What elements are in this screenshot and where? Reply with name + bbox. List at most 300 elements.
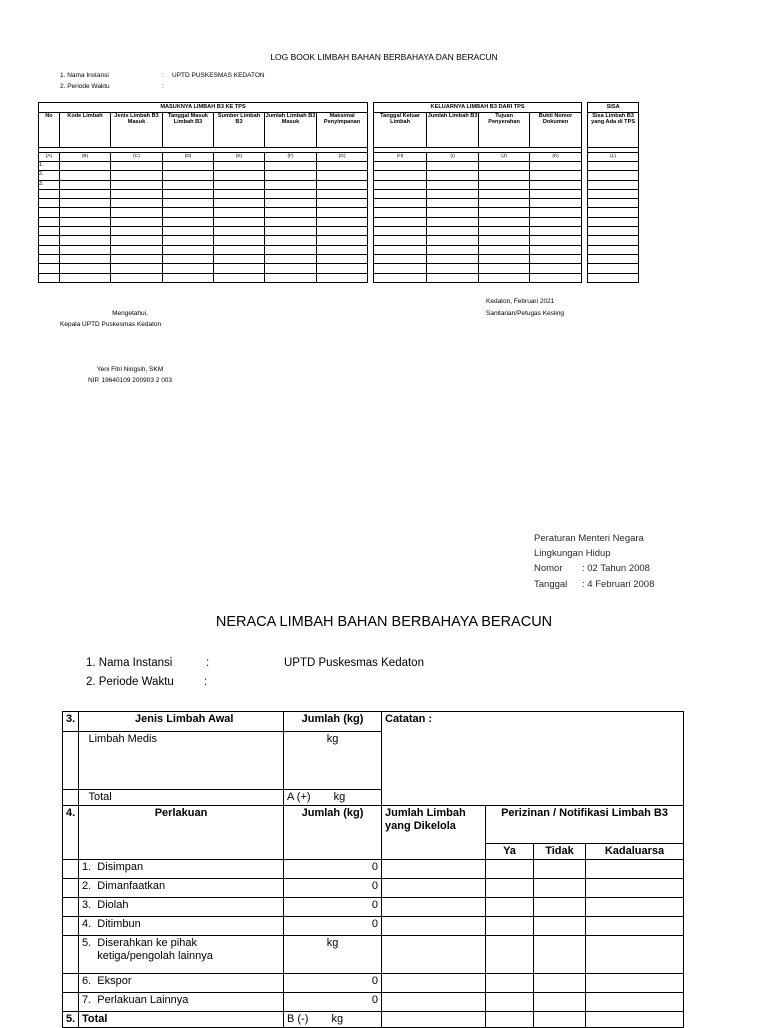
table-cell xyxy=(214,162,265,171)
table-cell xyxy=(479,217,530,226)
table-cell xyxy=(111,245,163,254)
total-b-label-value: B (-) xyxy=(287,1013,309,1025)
total-a-label: A (+) xyxy=(287,791,311,803)
table-cell xyxy=(163,254,214,263)
kadaluarsa-cell xyxy=(586,860,684,879)
section-5-number: 5. xyxy=(63,1012,79,1028)
total-b-label: Total xyxy=(79,1012,284,1028)
table-cell xyxy=(427,208,479,217)
table-cell xyxy=(374,254,427,263)
signature-left-name: Yeni Fitri Ningsih, SKM xyxy=(96,366,164,373)
jenis-limbah-awal-header: Jenis Limbah Awal xyxy=(86,712,284,732)
blank-cell xyxy=(63,974,79,993)
regulation-tanggal-label: Tanggal xyxy=(534,579,568,590)
perlakuan-label: 7. Perlakuan Lainnya xyxy=(79,993,284,1012)
neraca-meta-instansi xyxy=(86,657,486,672)
table-cell xyxy=(588,208,639,217)
table-cell xyxy=(530,208,582,217)
table-cell xyxy=(214,180,265,189)
header-cell: Tanggal Masuk Limbah B3 xyxy=(163,113,214,148)
kadaluarsa-cell xyxy=(586,936,684,974)
table-cell xyxy=(163,171,214,180)
perlakuan-row xyxy=(63,860,684,879)
table-cell xyxy=(588,227,639,236)
tidak-cell xyxy=(534,936,586,974)
section-4-number: 4. xyxy=(63,806,79,860)
table-row xyxy=(39,180,639,189)
table-cell xyxy=(265,227,317,236)
blank-cell xyxy=(79,790,86,806)
catatan-cell: Catatan : xyxy=(382,712,684,806)
perlakuan-value: 0 xyxy=(284,879,382,898)
meta-colon: : xyxy=(206,657,210,669)
header-cell: Sisa Limbah B3 yang Ada di TPS xyxy=(588,113,639,148)
table-cell xyxy=(588,245,639,254)
column-letter: (E) xyxy=(214,153,265,162)
perlakuan-value: 0 xyxy=(284,993,382,1012)
table-cell xyxy=(111,254,163,263)
table-row xyxy=(39,254,639,263)
table-cell xyxy=(60,208,111,217)
table-cell xyxy=(530,189,582,198)
table-cell xyxy=(374,180,427,189)
table-cell xyxy=(479,264,530,273)
blank-cell xyxy=(586,1012,684,1028)
tidak-cell xyxy=(534,898,586,917)
blank-cell xyxy=(486,1012,534,1028)
table-cell xyxy=(374,199,427,208)
table-cell xyxy=(317,199,368,208)
total-label: Total xyxy=(86,790,284,806)
table-cell xyxy=(427,227,479,236)
table-cell xyxy=(265,217,317,226)
table-cell xyxy=(374,227,427,236)
table-cell xyxy=(60,171,111,180)
table-cell xyxy=(214,264,265,273)
neraca-table xyxy=(62,711,684,1028)
header-cell: Jumlah Limbah B3 xyxy=(427,113,479,148)
perlakuan-value: 0 xyxy=(284,898,382,917)
regulation-nomor-value: : 02 Tahun 2008 xyxy=(582,563,650,574)
perlakuan-value: 0 xyxy=(284,860,382,879)
total-b-cell xyxy=(284,1012,382,1028)
table-cell xyxy=(60,227,111,236)
ya-cell xyxy=(486,993,534,1012)
perlakuan-label: 4. Ditimbun xyxy=(79,917,284,936)
table-cell xyxy=(111,208,163,217)
logbook-meta-periode xyxy=(60,83,360,93)
meta-value: UPTD Puskesmas Kedaton xyxy=(284,657,424,669)
table-cell xyxy=(317,227,368,236)
header-cell: Sumber Limbah B3 xyxy=(214,113,265,148)
row-number xyxy=(39,227,60,236)
table-cell xyxy=(374,273,427,282)
table-cell xyxy=(588,254,639,263)
table-row xyxy=(39,208,639,217)
table-cell xyxy=(265,264,317,273)
signature-ack: Mengetahui, xyxy=(112,310,148,317)
section-3-number: 3. xyxy=(63,712,79,732)
tidak-cell xyxy=(534,974,586,993)
tidak-cell xyxy=(534,879,586,898)
perlakuan-value: 0 xyxy=(284,974,382,993)
table-cell xyxy=(60,162,111,171)
regulation-line2: Lingkungan Hidup xyxy=(534,548,611,559)
table-cell xyxy=(214,217,265,226)
tidak-cell xyxy=(534,860,586,879)
column-letter: (J) xyxy=(479,153,530,162)
meta-label: 1. Nama Instansi xyxy=(60,72,109,79)
table-cell xyxy=(214,171,265,180)
logbook-title: LOG BOOK LIMBAH BAHAN BERBAHAYA DAN BERACUN xyxy=(270,52,498,62)
table-cell xyxy=(374,162,427,171)
total-a-unit: kg xyxy=(333,791,346,803)
perlakuan-value: 0 xyxy=(284,917,382,936)
meta-value: UPTD PUSKESMAS KEDATON xyxy=(172,72,265,79)
tidak-cell xyxy=(534,993,586,1012)
table-cell xyxy=(265,208,317,217)
table-cell xyxy=(427,236,479,245)
table-cell xyxy=(214,254,265,263)
table-cell xyxy=(530,162,582,171)
total-b-unit: kg xyxy=(331,1013,344,1025)
table-cell xyxy=(111,264,163,273)
table-cell xyxy=(265,162,317,171)
perlakuan-row xyxy=(63,898,684,917)
table-cell xyxy=(530,180,582,189)
table-row xyxy=(39,171,639,180)
table-cell xyxy=(317,208,368,217)
table-cell xyxy=(479,180,530,189)
table-cell xyxy=(317,162,368,171)
ya-cell xyxy=(486,879,534,898)
table-row xyxy=(39,264,639,273)
column-letter: (C) xyxy=(111,153,163,162)
table-row xyxy=(39,217,639,226)
jumlah-dikelola-cell xyxy=(382,860,486,879)
table-cell xyxy=(265,171,317,180)
table-cell xyxy=(265,189,317,198)
table-cell xyxy=(588,236,639,245)
table-cell xyxy=(374,189,427,198)
table-cell xyxy=(588,189,639,198)
meta-label: 2. Periode Waktu xyxy=(60,83,110,90)
table-cell xyxy=(374,264,427,273)
table-cell xyxy=(374,171,427,180)
table-cell xyxy=(163,227,214,236)
perlakuan-header: Perlakuan xyxy=(79,806,284,860)
table-row xyxy=(39,273,639,282)
section-3-gap xyxy=(79,712,86,732)
table-cell xyxy=(163,236,214,245)
tidak-header: Tidak xyxy=(534,844,586,860)
perlakuan-label: 6. Ekspor xyxy=(79,974,284,993)
blank-cell xyxy=(63,860,79,879)
meta-label: 2. Periode Waktu xyxy=(86,676,174,688)
header-cell: Maksimal Penyimpanan xyxy=(317,113,368,148)
table-row xyxy=(39,236,639,245)
table-cell xyxy=(479,236,530,245)
limbah-medis-cell: Limbah Medis xyxy=(86,732,284,790)
table-cell xyxy=(265,199,317,208)
header-cell: Jenis Limbah B3 Masuk xyxy=(111,113,163,148)
perizinan-header: Perizinan / Notifikasi Limbah B3 xyxy=(486,806,684,844)
row-number: 1. xyxy=(39,162,60,171)
table-cell xyxy=(214,227,265,236)
ya-cell xyxy=(486,898,534,917)
table-cell xyxy=(479,254,530,263)
ya-header: Ya xyxy=(486,844,534,860)
kadaluarsa-header: Kadaluarsa xyxy=(586,844,684,860)
table-cell xyxy=(479,189,530,198)
table-cell xyxy=(111,171,163,180)
jumlah-dikelola-header: Jumlah Limbah yang Dikelola xyxy=(382,806,486,860)
table-cell xyxy=(265,245,317,254)
table-cell xyxy=(317,189,368,198)
kadaluarsa-cell xyxy=(586,898,684,917)
ya-cell xyxy=(486,917,534,936)
table-cell xyxy=(214,245,265,254)
jumlah-dikelola-cell xyxy=(382,898,486,917)
perlakuan-label: 3. Diolah xyxy=(79,898,284,917)
row-number xyxy=(39,199,60,208)
table-cell xyxy=(111,236,163,245)
row-number xyxy=(39,273,60,282)
table-cell xyxy=(214,208,265,217)
column-letter: (L) xyxy=(588,153,639,162)
table-row xyxy=(39,189,639,198)
neraca-title: NERACA LIMBAH BAHAN BERBAHAYA BERACUN xyxy=(215,614,553,630)
signature-left-role: Kepala UPTD Puskesmas Kedaton xyxy=(60,321,162,328)
row-number xyxy=(39,236,60,245)
table-cell xyxy=(163,199,214,208)
table-cell xyxy=(479,245,530,254)
table-cell xyxy=(479,199,530,208)
table-cell xyxy=(588,199,639,208)
row-number xyxy=(39,254,60,263)
table-cell xyxy=(530,264,582,273)
table-cell xyxy=(60,236,111,245)
meta-colon: : xyxy=(162,72,164,79)
table-cell xyxy=(317,217,368,226)
table-cell xyxy=(60,180,111,189)
column-letter: (K) xyxy=(530,153,582,162)
table-cell xyxy=(427,217,479,226)
signature-left xyxy=(60,310,200,317)
table-cell xyxy=(214,199,265,208)
table-cell xyxy=(427,162,479,171)
jumlah-dikelola-cell xyxy=(382,993,486,1012)
perlakuan-label: 1. Disimpan xyxy=(79,860,284,879)
column-letter: (D) xyxy=(163,153,214,162)
header-cell: No xyxy=(39,113,60,148)
table-cell xyxy=(374,236,427,245)
column-letter: (I) xyxy=(427,153,479,162)
table-cell xyxy=(60,189,111,198)
row-number xyxy=(39,189,60,198)
row-number xyxy=(39,245,60,254)
jumlah-dikelola-cell xyxy=(382,917,486,936)
column-letter: (H) xyxy=(374,153,427,162)
table-cell xyxy=(530,199,582,208)
table-cell xyxy=(588,171,639,180)
table-cell xyxy=(163,245,214,254)
table-cell xyxy=(317,264,368,273)
table-cell xyxy=(317,273,368,282)
meta-colon: : xyxy=(162,83,164,90)
table-cell xyxy=(111,273,163,282)
column-letter: (F) xyxy=(265,153,317,162)
table-cell xyxy=(588,162,639,171)
table-cell xyxy=(427,171,479,180)
table-cell xyxy=(530,217,582,226)
table-cell xyxy=(265,236,317,245)
perlakuan-row xyxy=(63,917,684,936)
jumlah-dikelola-cell xyxy=(382,974,486,993)
meta-colon: : xyxy=(204,676,208,688)
table-cell xyxy=(530,245,582,254)
jumlah-kg-header-2: Jumlah (kg) xyxy=(284,806,382,860)
table-cell xyxy=(111,162,163,171)
table-cell xyxy=(163,264,214,273)
table-cell xyxy=(530,254,582,263)
table-cell xyxy=(163,217,214,226)
table-cell xyxy=(530,273,582,282)
table-cell xyxy=(163,162,214,171)
column-letter: (B) xyxy=(60,153,111,162)
table-cell xyxy=(163,180,214,189)
kadaluarsa-cell xyxy=(586,917,684,936)
table-cell xyxy=(479,273,530,282)
table-cell xyxy=(60,245,111,254)
table-cell xyxy=(588,180,639,189)
table-cell xyxy=(317,245,368,254)
perlakuan-label: 5. Diserahkan ke pihak ketiga/pengolah lainnya xyxy=(79,936,284,974)
blank-cell xyxy=(63,879,79,898)
table-row xyxy=(39,162,639,171)
table-cell xyxy=(60,217,111,226)
jumlah-dikelola-cell xyxy=(382,879,486,898)
table-cell xyxy=(427,245,479,254)
signature-right-role: Sanitarian/Petugas Kesling xyxy=(486,310,565,317)
table-cell xyxy=(163,273,214,282)
row-number: 2. xyxy=(39,171,60,180)
blank-cell xyxy=(63,790,79,806)
blank-cell xyxy=(79,732,86,790)
table-cell xyxy=(265,254,317,263)
perlakuan-value: kg xyxy=(284,936,382,974)
table-cell xyxy=(374,208,427,217)
table-cell xyxy=(374,245,427,254)
table-cell xyxy=(427,189,479,198)
neraca-meta-periode xyxy=(86,676,486,691)
table-cell xyxy=(317,254,368,263)
tidak-cell xyxy=(534,917,586,936)
table-cell xyxy=(588,264,639,273)
table-cell xyxy=(60,264,111,273)
ya-cell xyxy=(486,860,534,879)
row-number xyxy=(39,208,60,217)
row-number xyxy=(39,217,60,226)
table-cell xyxy=(214,236,265,245)
signature-left-nip: NIP. 19640109 200903 2 003 xyxy=(87,377,173,384)
table-cell xyxy=(317,180,368,189)
logbook-meta-instansi xyxy=(60,72,360,82)
blank-cell xyxy=(63,993,79,1012)
perlakuan-row xyxy=(63,993,684,1012)
table-cell xyxy=(479,227,530,236)
jumlah-dikelola-cell xyxy=(382,936,486,974)
group-keluar: KELUARNYA LIMBAH B3 DARI TPS xyxy=(374,103,582,113)
header-cell: Kode Limbah xyxy=(60,113,111,148)
group-masuk: MASUKNYA LIMBAH B3 KE TPS xyxy=(39,103,368,113)
meta-label: 1. Nama Instansi xyxy=(86,657,173,669)
perlakuan-row xyxy=(63,936,684,974)
header-cell: Tujuan Penyerahan xyxy=(479,113,530,148)
total-a-cell xyxy=(284,790,382,806)
table-row xyxy=(39,199,639,208)
ya-cell xyxy=(486,936,534,974)
table-cell xyxy=(265,180,317,189)
regulation-line1: Peraturan Menteri Negara xyxy=(534,533,644,544)
table-cell xyxy=(427,254,479,263)
table-cell xyxy=(111,227,163,236)
table-cell xyxy=(479,162,530,171)
perlakuan-label: 2. Dimanfaatkan xyxy=(79,879,284,898)
table-cell xyxy=(214,273,265,282)
table-cell xyxy=(588,217,639,226)
table-row xyxy=(39,227,639,236)
table-row xyxy=(39,245,639,254)
group-sisa: SISA xyxy=(588,103,639,113)
table-cell xyxy=(265,273,317,282)
table-cell xyxy=(427,264,479,273)
blank-cell xyxy=(534,1012,586,1028)
column-letter: (G) xyxy=(317,153,368,162)
table-cell xyxy=(111,199,163,208)
table-cell xyxy=(427,180,479,189)
table-cell xyxy=(427,273,479,282)
header-cell: Bukti Nomor Dokumen xyxy=(530,113,582,148)
logbook-table xyxy=(38,102,639,283)
limbah-medis-kg: kg xyxy=(284,732,382,790)
table-cell xyxy=(479,171,530,180)
table-cell xyxy=(479,208,530,217)
table-cell xyxy=(111,189,163,198)
header-cell: Jumlah Limbah B3 Masuk xyxy=(265,113,317,148)
kadaluarsa-cell xyxy=(586,974,684,993)
table-cell xyxy=(214,189,265,198)
table-cell xyxy=(530,236,582,245)
row-number xyxy=(39,264,60,273)
column-letter: (A) xyxy=(39,153,60,162)
table-cell xyxy=(60,254,111,263)
row-number: 3. xyxy=(39,180,60,189)
blank-cell xyxy=(63,732,79,790)
table-cell xyxy=(163,208,214,217)
table-cell xyxy=(530,171,582,180)
blank-cell xyxy=(63,917,79,936)
blank-cell xyxy=(63,936,79,974)
table-cell xyxy=(588,273,639,282)
signature-right-place-date: Kedaton, Februari 2021 xyxy=(486,298,555,305)
regulation-nomor-label: Nomor xyxy=(534,563,563,574)
blank-cell xyxy=(382,1012,486,1028)
kadaluarsa-cell xyxy=(586,993,684,1012)
kadaluarsa-cell xyxy=(586,879,684,898)
ya-cell xyxy=(486,974,534,993)
jumlah-kg-header: Jumlah (kg) xyxy=(284,712,382,732)
